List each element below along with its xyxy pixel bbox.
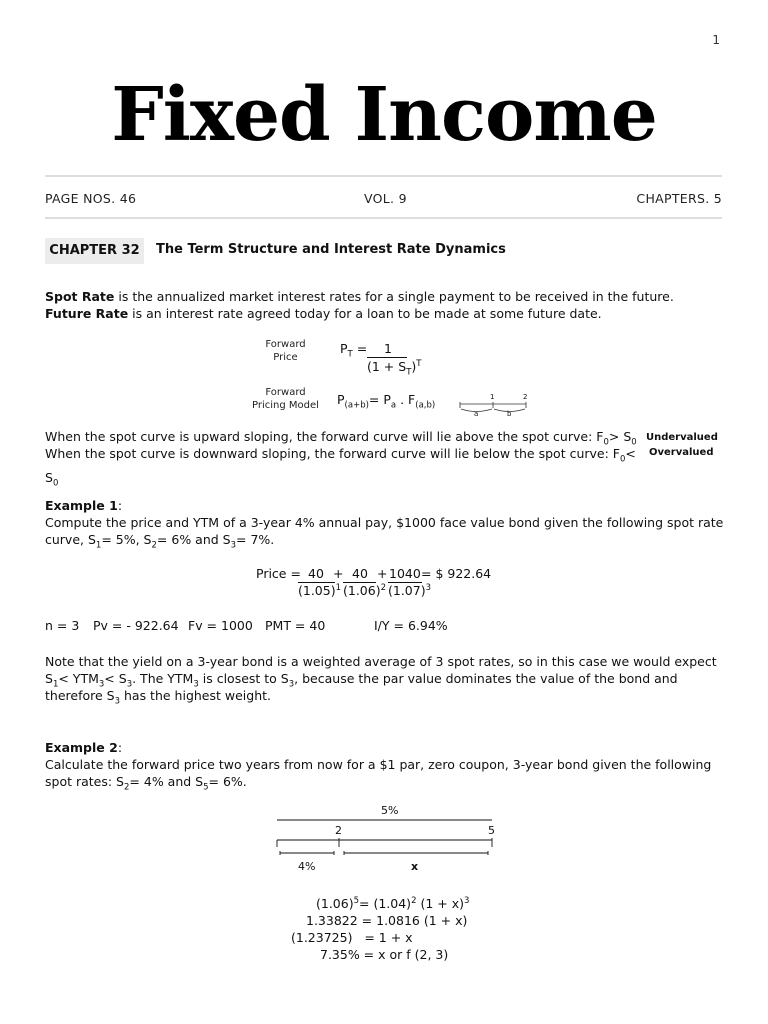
ex1-d1: (1.05)	[298, 583, 336, 599]
n3s: 3	[114, 696, 121, 707]
n2s1: 1	[52, 679, 59, 690]
up-text: When the spot curve is upward sloping, the forward curve will lie above the spot curve: F	[45, 429, 604, 444]
numerator-2: 40	[352, 566, 368, 581]
n3a: therefore S	[45, 688, 115, 703]
forward-price-label	[258, 338, 313, 364]
ex1-l2d: = 7%.	[236, 532, 275, 547]
fp-lhs-sub: T	[347, 349, 353, 360]
e1s1: 5	[353, 896, 360, 906]
fp-eq: =	[352, 341, 368, 356]
down-sub2: 0	[52, 478, 59, 488]
ex2-l2a: spot rates: S	[45, 774, 124, 789]
equation-1	[316, 896, 469, 911]
ex2-heading-text: Example 2	[45, 740, 118, 755]
example-2-line-1: Calculate the forward price two years from now for a $1 par, zero coupon, 3-year bond given the following	[45, 757, 712, 772]
page-number: 1	[712, 33, 720, 47]
ex2-colon: :	[117, 740, 123, 755]
up-sub2: 0	[631, 437, 637, 448]
spot-rate-text: is the annualized market interest rates for a single payment to be received in the future.	[114, 289, 674, 304]
n2s2: 3	[98, 679, 105, 690]
future-rate-definition	[45, 305, 725, 322]
meta-pages: PAGE NOS. 46	[45, 191, 137, 206]
n2c: < S	[104, 671, 127, 686]
e1s3: 3	[463, 896, 470, 906]
fp-den-sub: T	[406, 367, 412, 378]
ex1-heading-text: Example 1	[45, 498, 118, 513]
ex1-d3-sup: 3	[425, 583, 432, 593]
ex1-l2a: curve, S	[45, 532, 96, 547]
overvalued-tag: Overvalued	[649, 447, 714, 458]
ex1-d3: (1.07)	[388, 583, 426, 599]
timeline-tick-2: 2	[523, 393, 528, 401]
calc-pv: Pv = - 922.64	[93, 618, 179, 633]
calc-fv: Fv = 1000	[188, 618, 253, 633]
ex1-s3: 3	[230, 540, 237, 551]
price-result: = $ 922.64	[421, 566, 492, 581]
ex1-s2: 2	[151, 540, 157, 551]
fm-p1: P	[337, 392, 345, 407]
spot-rate-term: Spot Rate	[45, 289, 115, 304]
e1a: (1.06)	[316, 896, 354, 912]
down-rel: < S	[45, 446, 636, 485]
forward-price-label-1: Forward	[265, 339, 306, 350]
downward-slope-statement	[45, 445, 645, 492]
denominator-2	[343, 583, 386, 598]
ex2-s2: 2	[124, 782, 130, 793]
chapter-label: CHAPTER 32	[45, 238, 144, 264]
example-1-line-1: Compute the price and YTM of a 3-year 4% annual pay, $1000 face value bond given the following spot rate	[45, 515, 724, 530]
diagram-5pct: 5%	[381, 804, 399, 817]
example-1-line-2	[45, 531, 725, 555]
calc-pmt: PMT = 40	[265, 618, 326, 633]
price-label: Price =	[256, 566, 301, 581]
n2a: S	[45, 671, 53, 686]
diagram-tick-2: 2	[335, 824, 342, 837]
fm-p3-sub: (a,b)	[415, 400, 436, 411]
meta-chapters: CHAPTERS. 5	[636, 191, 722, 206]
equation-2: 1.33822 = 1.0816 (1 + x)	[306, 913, 468, 928]
numerator-1: 40	[308, 566, 324, 581]
denominator-1	[298, 583, 341, 598]
ex2-l2c: = 6%.	[208, 774, 247, 789]
calc-n: n = 3	[45, 618, 80, 633]
n2s5: 3	[288, 679, 295, 690]
calc-iy: I/Y = 6.94%	[374, 618, 448, 633]
n3b: has the highest weight.	[120, 688, 271, 703]
forward-model-formula	[337, 392, 435, 411]
e1c: (1 + x)	[416, 896, 464, 912]
spot-rate-definition	[45, 288, 725, 305]
n2f: , because the par value dominates the value of the bond and	[294, 671, 678, 686]
forward-price-numerator: 1	[384, 341, 392, 356]
timeline-label-a: a	[474, 410, 479, 418]
forward-model-label-1: Forward	[265, 387, 306, 398]
plus-1: +	[333, 566, 344, 581]
down-sub1: 0	[619, 454, 626, 465]
diagram-x: x	[411, 860, 419, 873]
forward-price-lhs	[340, 341, 367, 360]
ex2-s5: 5	[203, 782, 209, 793]
e1s2: 2	[411, 896, 417, 906]
ex1-l2b: = 5%, S	[101, 532, 152, 547]
fraction-bar	[367, 357, 407, 358]
ex1-d2-sup: 2	[380, 583, 387, 593]
example-2-heading	[45, 739, 725, 756]
fp-den-close: )	[411, 359, 417, 375]
example-2-line-2	[45, 773, 725, 797]
fp-den: (1 + S	[367, 359, 407, 375]
chapter-title: The Term Structure and Interest Rate Dynamics	[156, 242, 506, 257]
diagram-4pct: 4%	[298, 860, 316, 873]
n2s3: 3	[126, 679, 133, 690]
n2b: < YTM	[58, 671, 99, 686]
denominator-3	[388, 583, 431, 598]
forward-price-denominator	[367, 359, 421, 378]
ex2-l2b: = 4% and S	[129, 774, 204, 789]
down-text: When the spot curve is downward sloping, the forward curve will lie below the spot curve: F	[45, 446, 620, 461]
ex1-d1-sup: 1	[335, 583, 342, 593]
fm-p2: = P	[368, 392, 391, 407]
note-line-3	[45, 687, 725, 711]
note-line-1: Note that the yield on a 3-year bond is a weighted average of 3 spot rates, so in this case we would expect	[45, 654, 717, 669]
forward-model-label-2: Pricing Model	[252, 400, 319, 411]
page-title: Fixed Income	[111, 72, 657, 158]
e1b: = (1.04)	[359, 896, 412, 912]
timeline-tick-1: 1	[490, 393, 495, 401]
fp-lhs: P	[340, 341, 348, 356]
top-divider	[45, 175, 722, 177]
ex1-colon: :	[117, 498, 123, 513]
ex1-l2c: = 6% and S	[156, 532, 231, 547]
bottom-divider	[45, 217, 722, 219]
example-1-heading	[45, 497, 725, 514]
future-rate-term: Future Rate	[45, 306, 129, 321]
up-sub1: 0	[603, 437, 609, 448]
undervalued-tag: Undervalued	[646, 432, 718, 443]
forward-model-label	[248, 386, 323, 412]
n2e: is closest to S	[198, 671, 289, 686]
fm-p1-sub: (a+b)	[344, 400, 369, 411]
fm-p2-sub: a	[390, 400, 397, 411]
equation-3: (1.23725) = 1 + x	[291, 930, 413, 945]
forward-price-label-2: Price	[273, 352, 298, 363]
meta-volume: VOL. 9	[364, 191, 407, 206]
ex1-s1: 1	[95, 540, 102, 551]
ex1-d2: (1.06)	[343, 583, 381, 599]
future-rate-text: is an interest rate agreed today for a loan to be made at some future date.	[128, 306, 602, 321]
n2s4: 3	[193, 679, 199, 690]
plus-2: +	[377, 566, 388, 581]
up-rel: > S	[608, 429, 632, 444]
n2d: . The YTM	[132, 671, 194, 686]
timeline-label-b: b	[507, 410, 512, 418]
fm-p3: . F	[396, 392, 416, 407]
equation-4: 7.35% = x or f (2, 3)	[320, 947, 449, 962]
numerator-3: 1040	[389, 566, 421, 581]
diagram-tick-5: 5	[488, 824, 495, 837]
fp-den-sup: T	[416, 359, 422, 369]
